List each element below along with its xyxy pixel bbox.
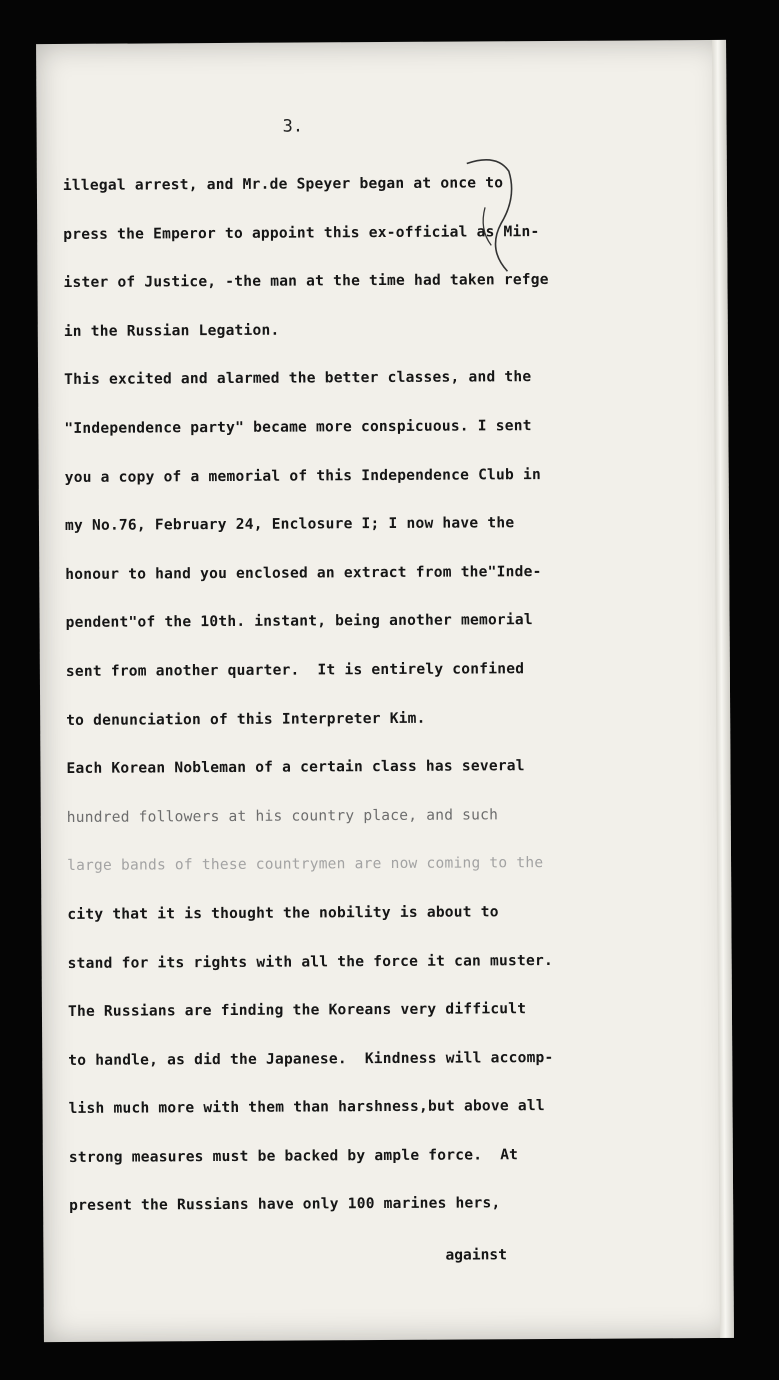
text-line: stand for its rights with all the force it can muster. bbox=[67, 951, 553, 972]
text-line: large bands of these countrymen are now coming to the bbox=[67, 854, 544, 875]
text-line: city that it is thought the nobility is about to bbox=[67, 903, 499, 923]
text-line: my No.76, February 24, Enclosure I; I now have the bbox=[64, 514, 515, 535]
text-line: lish much more with them than harshness,but above all bbox=[68, 1097, 545, 1118]
text-line: pendent"of the 10th. instant, being another memorial bbox=[65, 611, 533, 632]
body-text bbox=[63, 159, 555, 1231]
text-line: to denunciation of this Interpreter Kim. bbox=[66, 709, 426, 729]
text-line: The Russians are finding the Koreans very difficult bbox=[67, 1000, 527, 1021]
page-number: 3. bbox=[282, 116, 304, 137]
text-line: press the Emperor to appoint this ex-official as Min- bbox=[63, 222, 540, 243]
text-line: sent from another quarter. It is entirely confined bbox=[65, 660, 525, 680]
text-line: strong measures must be backed by ample force. At bbox=[68, 1146, 519, 1166]
text-line: illegal arrest, and Mr.de Speyer began at once to bbox=[62, 174, 504, 194]
text-line: This excited and alarmed the better classes, and the bbox=[64, 368, 532, 389]
text-line: ister of Justice, -the man at the time had taken refge bbox=[63, 271, 549, 292]
text-line: to handle, as did the Japanese. Kindness will accomp- bbox=[68, 1048, 554, 1069]
page-edge bbox=[712, 40, 734, 1338]
text-line: you a copy of a memorial of this Independence Club in bbox=[64, 465, 542, 486]
text-line: "Independence party" became more conspicuous. I sent bbox=[64, 417, 532, 437]
text-line: present the Russians have only 100 marines hers, bbox=[69, 1194, 501, 1215]
text-line: in the Russian Legation. bbox=[63, 321, 280, 340]
catchword: against bbox=[445, 1246, 508, 1264]
text-line: hundred followers at his country place, and such bbox=[66, 806, 499, 826]
text-line: honour to hand you enclosed an extract from the"Inde- bbox=[65, 562, 542, 583]
document-page bbox=[36, 40, 734, 1342]
text-line: Each Korean Nobleman of a certain class has several bbox=[66, 757, 525, 778]
